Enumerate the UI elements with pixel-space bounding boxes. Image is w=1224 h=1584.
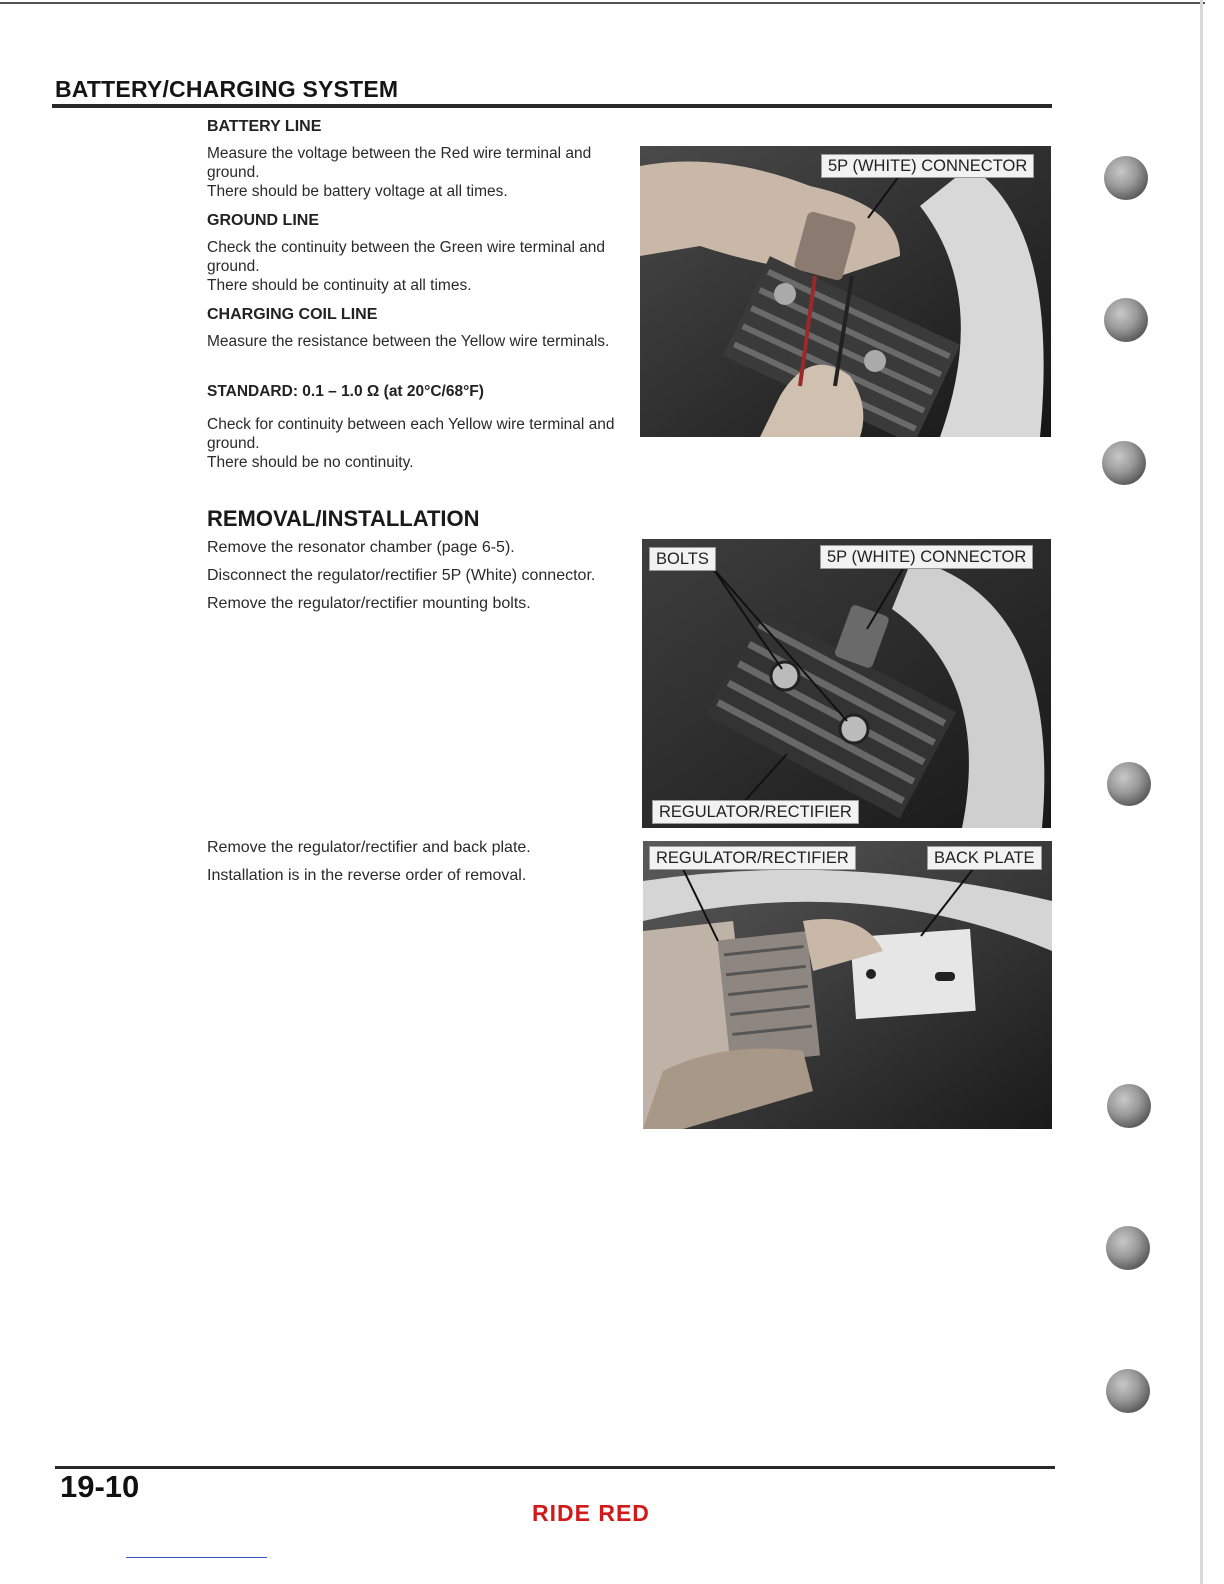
callout-regulator: REGULATOR/RECTIFIER bbox=[649, 846, 856, 870]
binder-hole bbox=[1104, 156, 1148, 200]
resistance-standard: STANDARD: 0.1 – 1.0 Ω (at 20°C/68°F) bbox=[207, 383, 484, 400]
continuity-check-instruction: Check for continuity between each Yellow wire terminal and ground. bbox=[207, 416, 615, 452]
charging-coil-heading: CHARGING COIL LINE bbox=[207, 306, 378, 323]
photo-regulator-mounted bbox=[642, 539, 1051, 828]
header-rule bbox=[52, 104, 1052, 108]
battery-line-instruction: Measure the voltage between the Red wire terminal and ground. bbox=[207, 145, 592, 181]
brand-footer: RIDE RED bbox=[532, 1500, 650, 1526]
callout-regulator: REGULATOR/RECTIFIER bbox=[652, 800, 859, 824]
ground-line-result: There should be continuity at all times. bbox=[207, 277, 472, 294]
ground-line-text bbox=[207, 238, 629, 295]
binder-hole bbox=[1107, 762, 1151, 806]
charging-coil-check bbox=[207, 415, 629, 472]
page-edge bbox=[1200, 0, 1203, 1584]
battery-line-heading: BATTERY LINE bbox=[207, 118, 322, 135]
binder-hole bbox=[1106, 1226, 1150, 1270]
removal-step: Installation is in the reverse order of removal. bbox=[207, 867, 527, 884]
battery-line-text bbox=[207, 144, 629, 201]
removal-step: Remove the regulator/rectifier and back plate. bbox=[207, 839, 531, 856]
callout-connector: 5P (WHITE) CONNECTOR bbox=[820, 545, 1033, 569]
battery-line-result: There should be battery voltage at all times. bbox=[207, 183, 508, 200]
charging-coil-measure: Measure the resistance between the Yellow wire terminals. bbox=[207, 333, 610, 350]
page-number: 19-10 bbox=[60, 1469, 140, 1504]
binder-hole bbox=[1104, 298, 1148, 342]
continuity-check-result: There should be no continuity. bbox=[207, 454, 414, 471]
binder-hole bbox=[1107, 1084, 1151, 1128]
removal-step: Remove the resonator chamber (page 6-5). bbox=[207, 539, 515, 556]
callout-connector: 5P (WHITE) CONNECTOR bbox=[821, 154, 1034, 178]
removal-steps bbox=[207, 538, 631, 613]
ground-line-instruction: Check the continuity between the Green wire terminal and ground. bbox=[207, 239, 606, 275]
binder-hole bbox=[1102, 441, 1146, 485]
link-underline bbox=[126, 1557, 267, 1558]
binder-hole bbox=[1106, 1369, 1150, 1413]
callout-bolts: BOLTS bbox=[649, 547, 716, 571]
callout-back-plate: BACK PLATE bbox=[927, 846, 1042, 870]
removal-installation-title: REMOVAL/INSTALLATION bbox=[207, 506, 480, 531]
top-border bbox=[0, 2, 1205, 4]
removal-step: Remove the regulator/rectifier mounting bolts. bbox=[207, 595, 531, 612]
removal-step: Disconnect the regulator/rectifier 5P (White) connector. bbox=[207, 567, 596, 584]
photo-regulator-removed bbox=[643, 841, 1052, 1129]
footer-rule bbox=[55, 1466, 1055, 1469]
section-header: BATTERY/CHARGING SYSTEM bbox=[55, 76, 399, 102]
removal-steps-2 bbox=[207, 838, 631, 885]
photo-connector-test bbox=[640, 146, 1051, 437]
ground-line-heading: GROUND LINE bbox=[207, 212, 319, 229]
